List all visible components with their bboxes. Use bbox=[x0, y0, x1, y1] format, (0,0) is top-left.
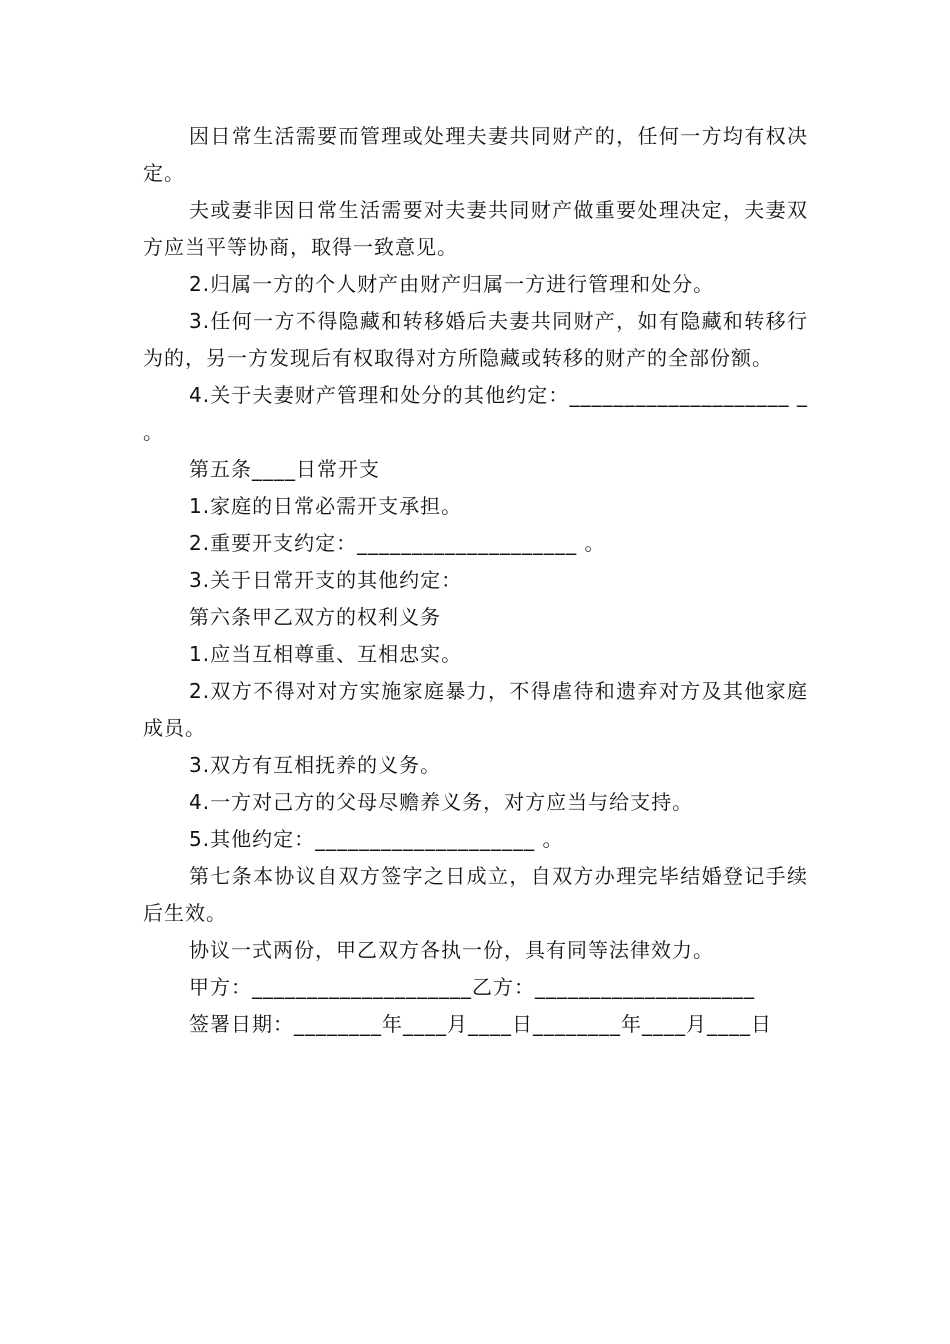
document-body bbox=[143, 118, 816, 1043]
paragraph-clause-personal-property: 2.归属一方的个人财产由财产归属一方进行管理和处分。 bbox=[189, 272, 715, 296]
paragraph-clause-other-agreements: 5.其他约定：____________________ 。 bbox=[189, 827, 564, 851]
paragraph-clause-other-expenses: 3.关于日常开支的其他约定： bbox=[189, 568, 463, 592]
paragraph-copies: 协议一式两份，甲乙双方各执一份，具有同等法律效力。 bbox=[189, 938, 714, 962]
paragraph-clause-other-property-agreement: 4.关于夫妻财产管理和处分的其他约定：____________________ _ 。 bbox=[143, 383, 816, 444]
paragraph-clause-parents-support: 4.一方对己方的父母尽赡养义务，对方应当与给支持。 bbox=[189, 790, 694, 814]
heading-article-five: 第五条____日常开支 bbox=[189, 457, 380, 481]
heading-article-seven: 第七条本协议自双方签字之日成立，自双方办理完毕结婚登记手续后生效。 bbox=[143, 864, 808, 925]
heading-article-six: 第六条甲乙双方的权利义务 bbox=[189, 605, 441, 629]
signature-parties-line: 甲方：____________________乙方：____________________ bbox=[189, 975, 755, 999]
paragraph-clause-no-concealment: 3.任何一方不得隐藏和转移婚后夫妻共同财产，如有隐藏和转移行为的，另一方发现后有权取得对方所隐藏或转移的财产的全部份额。 bbox=[143, 309, 808, 370]
signature-date-line: 签署日期：________年____月____日________年____月____日 bbox=[189, 1012, 772, 1036]
paragraph-joint-property-daily: 因日常生活需要而管理或处理夫妻共同财产的，任何一方均有权决定。 bbox=[143, 124, 808, 185]
paragraph-clause-daily-expenses: 1.家庭的日常必需开支承担。 bbox=[189, 494, 463, 518]
paragraph-clause-respect: 1.应当互相尊重、互相忠实。 bbox=[189, 642, 463, 666]
paragraph-clause-no-violence: 2.双方不得对对方实施家庭暴力，不得虐待和遗弃对方及其他家庭成员。 bbox=[143, 679, 808, 740]
paragraph-clause-mutual-support: 3.双方有互相抚养的义务。 bbox=[189, 753, 442, 777]
paragraph-clause-major-expenses: 2.重要开支约定：____________________ 。 bbox=[189, 531, 606, 555]
paragraph-joint-property-major: 夫或妻非因日常生活需要对夫妻共同财产做重要处理决定，夫妻双方应当平等协商，取得一致意见。 bbox=[143, 198, 808, 259]
